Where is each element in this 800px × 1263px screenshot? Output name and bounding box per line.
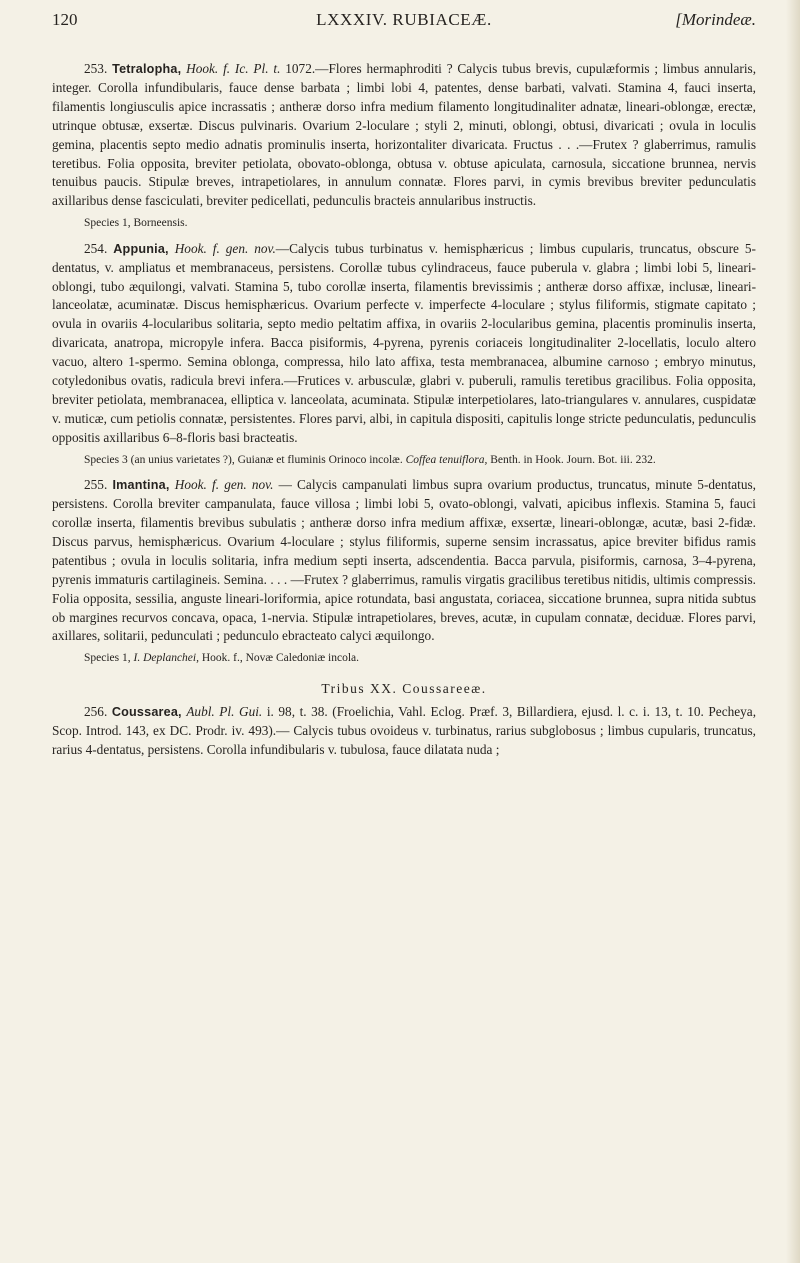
genus-entry-appunia [52,240,756,448]
genus-name: Tetralopha, [112,62,182,76]
genus-entry-tetralopha [52,60,756,211]
running-head [52,10,756,38]
page-number: 120 [52,10,78,29]
entry-number: 254. [84,240,108,256]
entry-number: 253. [84,61,108,76]
genus-authority: Aubl. Pl. Gui. [186,703,263,719]
genus-name: Coussarea, [111,704,182,719]
genus-authority: Hook. f. Ic. Pl. t. [186,61,281,76]
species-note [52,215,756,232]
species-name: I. Deplanchei, [133,652,199,665]
genus-description: — Calycis campanulati limbus supra ovarium productus, truncatus, minute 5-dentatus, persistens. Corolla breviter campanulata, fauce villosa ; limbi lobi 5, ovato-oblongi, valvati, apicibus inflexis. Stamina 5, fauci corollæ inserta, filamentis brevibus subulatis ; antheræ dorso infra medium affixæ, exsertæ, lineari-oblongæ, acutæ, basi 2-fidæ. Discus parvus, hemisphæricus. Ovarium 4-loculare ; stylus filiformis, superne sensim incrassatus, apice breviter bifidus ramis patentibus ; ovula in loculis solitaria, infra medium septi inserta, adscendentia. Bacca parvula, pisiformis, carnosa, 3–4-pyrena, pyrenis immaturis cartilagineis. Semina. . . . —Frutex ? glaberrimus, ramulis virgatis gracilibus teretibus nitidis, ultimis compressis. Folia opposita, sessilia, anguste lineari-loriformia, apice rotundata, basi angustata, coriacea, siccatione brunnea, supra nitida subtus ob margines recurvos concava, opaca, 1-nervia. Stipulæ intrapetiolares, breves, acutæ, in cupulam connatæ, deciduæ. Flores parvi, axillares, solitarii, pedunculati ; pedunculo ebracteato calyci æquilongo. [52,477,757,644]
species-text: Species 1, Borneensis. [84,217,188,230]
species-name: Coffea tenuiflora, [405,453,488,466]
genus-authority: Hook. f. gen. nov. [174,477,274,493]
tribe-heading: Tribus XX. Coussareeæ. [321,680,487,696]
genus-description: 1072.—Flores hermaphroditi ? Calycis tubus brevis, cupulæformis ; limbus annularis, integer. Corolla infundibularis, fauce dense barbata ; limbi lobi 4, patentes, dense barbati, valvati. Stamina 4, fauci inserta, filamentis longiusculis apice incrassatis ; antheræ dorso infra medium filamento longitudinaliter adnatæ, lineari-oblongæ, erectæ, utrinque obtusæ, exsertæ. Discus pulvinaris. Ovarium 2-loculare ; styli 2, minuti, oblongi, obtusi, divaricati ; ovula in loculis gemina, placentis septo medio adnatis prominulis inserta, horizontaliter divaricata. Fructus . . .—Frutex ? glaberrimus, ramulis teretibus. Folia opposita, breviter petiolata, obovato-oblonga, obtusa v. obtuse apiculata, carnosula, siccatione brunnea, nervis tenuibus paucis. Stipulæ breves, intrapetiolares, in annulum connatæ. Flores parvi, in cymis brevibus breviter pedunculatis axillaribus dense fasciculati, breviter pedicellati, pedunculis bracteis annularibus instructis. [52,61,757,209]
genus-name: Appunia, [113,241,169,256]
page-edge-shadow [786,0,800,1263]
species-text: Species 3 (an unius varietates ?), Guianæ et fluminis Orinoco incolæ. [84,453,403,466]
species-note [52,650,756,667]
species-text: Species 1, [84,652,131,665]
genus-description: —Calycis tubus turbinatus v. hemisphæricus ; limbus cupularis, truncatus, obscure 5-dentatus, v. ampliatus et membranaceus, persistens. Corollæ tubus cylindraceus, fauce puberula v. glabra ; limbi lobi 5, lineari-oblongi, tubo æquilongi, valvati. Stamina 5, tubo corollæ inserta, filamentis brevissimis ; antheræ dorso affixæ, inclusæ, lineari-lanceolatæ, acuminatæ. Discus hemisphæricus. Ovarium perfecte v. imperfecte 4-loculare ; stylus filiformis, stigmate capitato ; ovula in ovariis 4-locularibus solitaria, septo medio peltatim affixa, in ovariis 2-locularibus gemina, placentis prominulis inserta, divaricata, anatropa, micropyle infera. Bacca pisiformis, 4-pyrena, pyrenis coriaceis longitudinaliter 2-locellatis, loculo altero vacuo, altero 1-spermo. Semina oblonga, compressa, hilo lato affixa, testa membranacea, albumine carnoso ; embryo minutus, cotyledonibus ovatis, radicula brevi infera.—Frutices v. arbusculæ, glabri v. puberuli, ramulis teretibus gracilibus. Folia opposita, breviter petiolata, membranacea, elliptica v. lanceolata, acuminata. Stipulæ interpetiolares, lato-triangulares v. annulares, cuspidatæ v. muticæ, cum petiolis connatæ, persistentes. Flores parvi, albi, in capitula dispositi, capitulis longe stricte pedunculatis, pedunculis oppositis axillaribus 6–8-floris basi bracteatis. [52,240,756,445]
genus-entry-imantina [52,476,756,646]
entry-number: 255. [84,477,108,493]
species-note [52,452,756,469]
entry-number: 256. [84,703,108,719]
genus-authority: Hook. f. gen. nov. [174,240,276,256]
species-citation: Benth. in Hook. Journ. Bot. iii. 232. [490,453,656,466]
species-citation: Hook. f., Novæ Caledoniæ incola. [201,652,360,665]
genus-name: Imantina, [112,478,170,493]
genus-entry-coussarea [52,703,756,760]
tribe-running-title: [Morindeæ. [675,10,756,29]
genus-description: i. 98, t. 38. (Froelichia, Vahl. Eclog. Præf. 3, Billardiera, ejusd. l. c. i. 13, t. 10. Pecheya, Scop. Introd. 143, ex DC. Prodr. iv. 493).— Calycis tubus ovoideus v. turbinatus, rarius subglobosus ; limbus cupularis, truncatus, rarius 4-dentatus, persistens. Corolla infundibularis v. tubulosa, fauce dilatata nuda ; [52,703,757,757]
chapter-title: LXXXIV. RUBIACEÆ. [316,10,492,29]
